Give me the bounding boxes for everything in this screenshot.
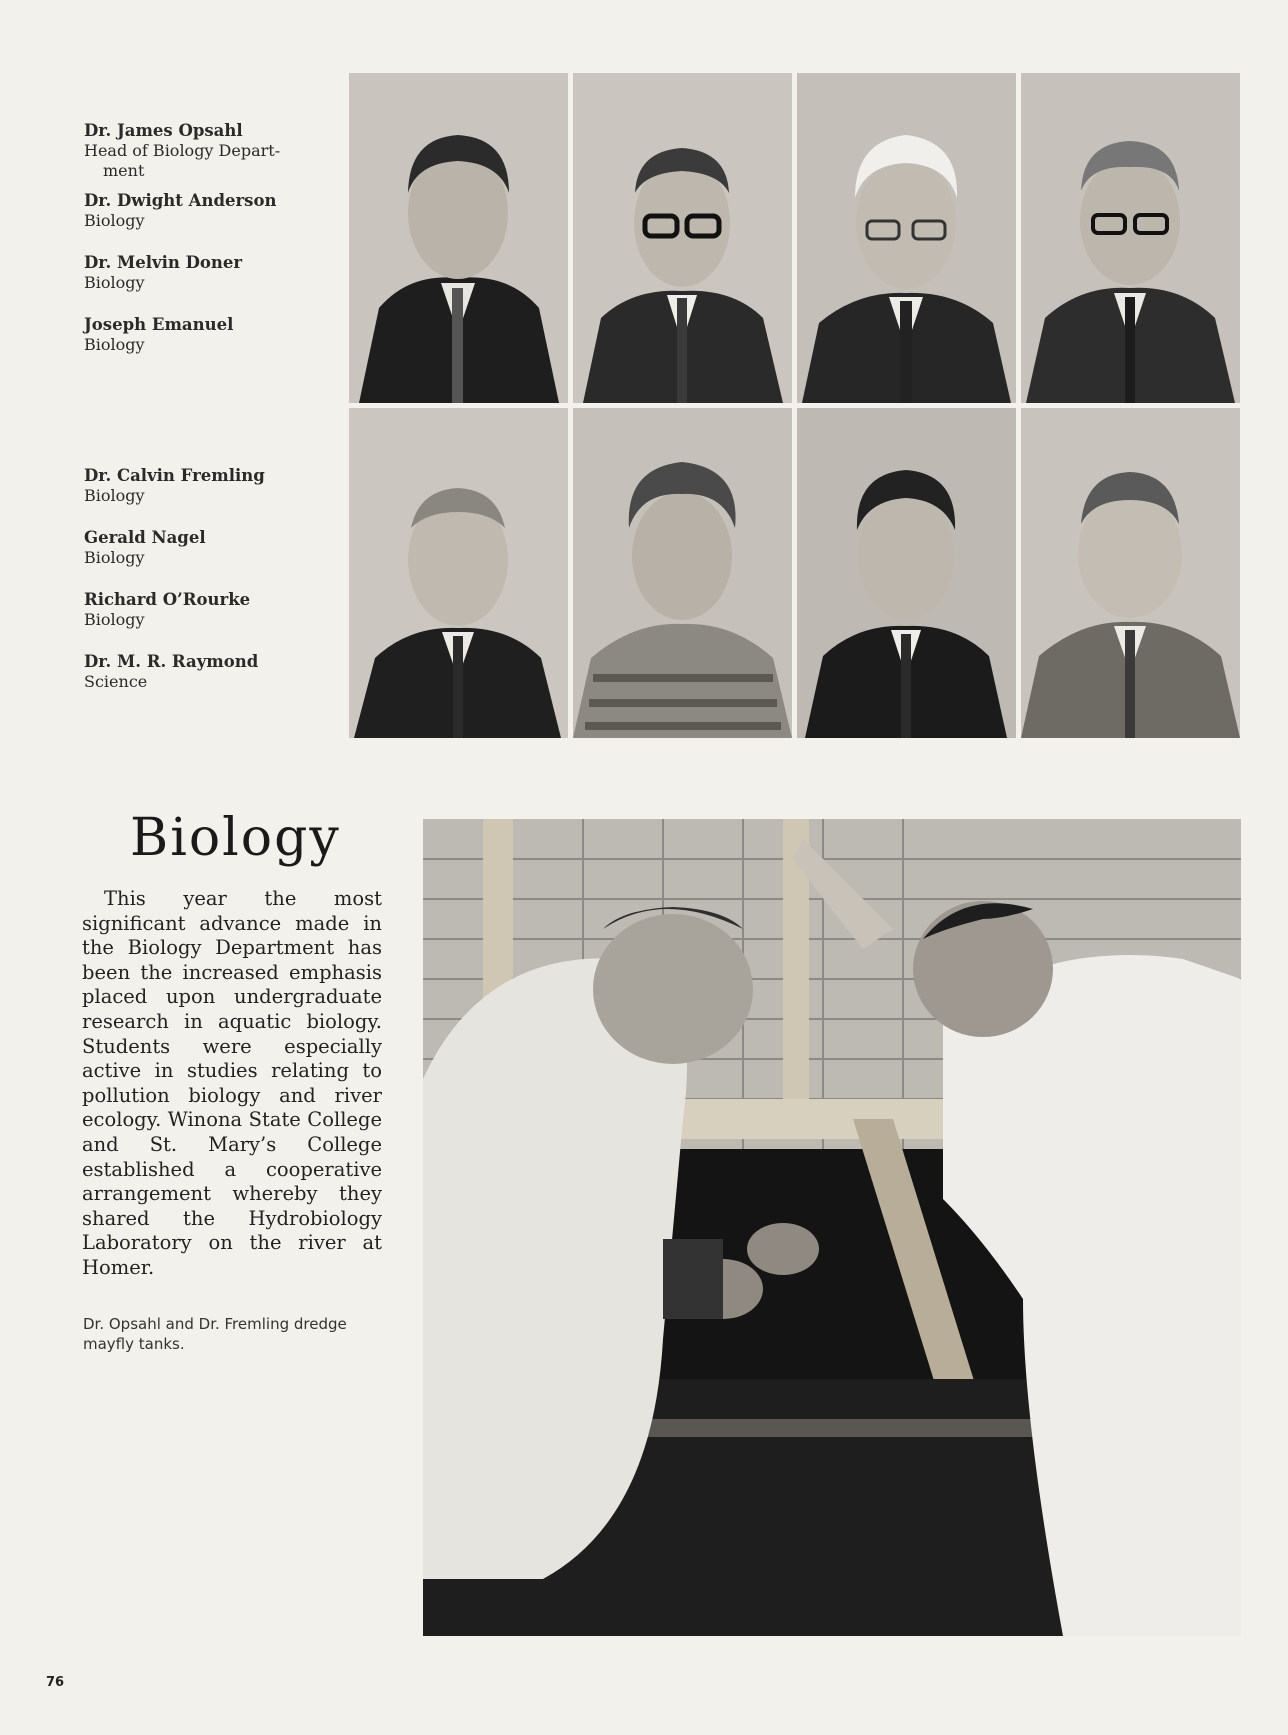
lab-photo <box>423 819 1241 1636</box>
portrait-photo <box>797 73 1016 403</box>
portrait-grid <box>349 73 1242 743</box>
body-paragraph: This year the most significant advance made in the Biology Department has been the increased emphasis placed upon undergraduate research in aquatic biology. Students were especially active in studies relating to pollution biology and river ecology. Winona State College and St. Mary’s College established a cooperative arrangement whereby they shared the Hydrobiology Laboratory on the river at Homer. <box>82 887 382 1279</box>
faculty-name: Dr. M. R. Raymond <box>84 652 259 671</box>
faculty-name: Gerald Nagel <box>84 528 206 547</box>
faculty-title: Biology <box>84 486 145 505</box>
portrait-photo <box>1021 408 1240 738</box>
faculty-name: Richard O’Rourke <box>84 590 251 609</box>
page-number: 76 <box>46 1675 65 1690</box>
faculty-title: Biology <box>84 335 145 354</box>
section-heading: Biology <box>130 808 341 868</box>
faculty-title: Biology <box>84 548 145 567</box>
faculty-entry <box>84 590 334 630</box>
faculty-name: Dr. Dwight Anderson <box>84 191 277 210</box>
faculty-entry <box>84 121 334 181</box>
portrait-row <box>349 408 1242 738</box>
portrait-photo <box>349 408 568 738</box>
faculty-title-continued: ment <box>103 161 145 180</box>
faculty-title: Science <box>84 672 148 691</box>
faculty-list-bottom <box>84 466 334 714</box>
faculty-entry <box>84 466 334 506</box>
faculty-title: Biology <box>84 211 145 230</box>
faculty-title: Biology <box>84 610 145 629</box>
portrait-photo <box>573 408 792 738</box>
faculty-name: Dr. Melvin Doner <box>84 253 243 272</box>
section-body <box>82 887 382 1281</box>
faculty-entry <box>84 528 334 568</box>
photo-caption: Dr. Opsahl and Dr. Fremling dredge mayfly tanks. <box>83 1315 347 1353</box>
faculty-entry <box>84 652 334 692</box>
faculty-title: Head of Biology Depart- <box>84 141 281 160</box>
faculty-entry <box>84 315 334 355</box>
portrait-photo <box>1021 73 1240 403</box>
faculty-name: Dr. James Opsahl <box>84 121 243 140</box>
faculty-list-top <box>84 121 334 377</box>
faculty-entry <box>84 191 334 231</box>
faculty-entry <box>84 253 334 293</box>
portrait-photo <box>349 73 568 403</box>
faculty-title: Biology <box>84 273 145 292</box>
portrait-photo <box>573 73 792 403</box>
faculty-name: Dr. Calvin Fremling <box>84 466 265 485</box>
portrait-photo <box>797 408 1016 738</box>
faculty-name: Joseph Emanuel <box>84 315 234 334</box>
portrait-row <box>349 73 1242 403</box>
